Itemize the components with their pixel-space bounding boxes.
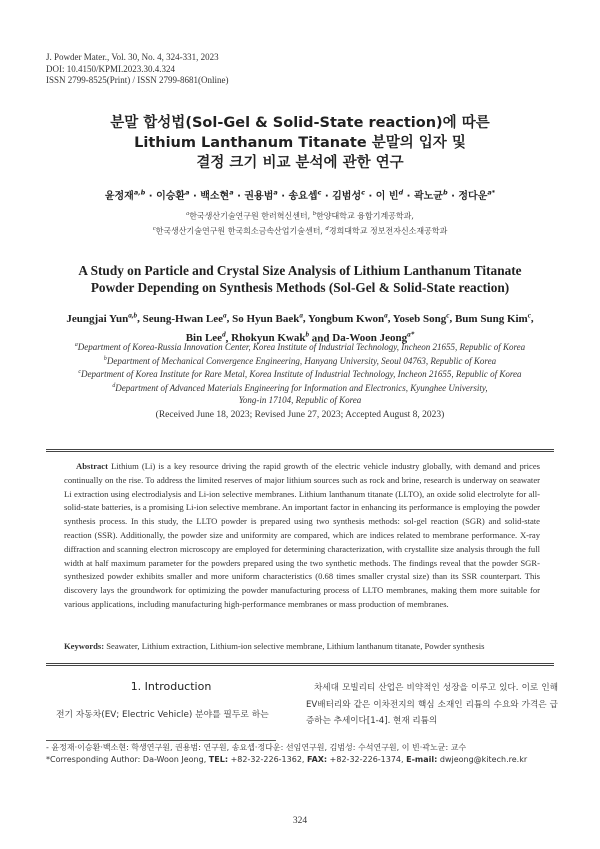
affiliation-mark: b	[305, 330, 310, 339]
affiliation-mark: a,b	[128, 311, 138, 319]
korean-affiliation-text: 한국생산기술연구원 한국희소금속산업기술센터,	[155, 226, 326, 236]
korean-author-name: 김범성	[332, 191, 362, 202]
korean-author-name: 이승환	[156, 191, 186, 202]
korean-author-name: 송요셉	[288, 191, 318, 202]
tel-value: +82-32-226-1362,	[230, 755, 305, 764]
affiliation-mark: c	[317, 188, 322, 197]
citation-line: J. Powder Mater., Vol. 30, No. 4, 324-331, 2023	[46, 52, 219, 62]
english-author-name: Jeungjai Yun	[66, 312, 129, 325]
affiliation-mark: a	[74, 342, 78, 348]
keywords-label: Keywords:	[64, 641, 105, 651]
english-affiliation-text: Department of Advanced Materials Engineering for Information and Electronics, Kyunghee University,	[115, 383, 488, 394]
footnote-titles: - 윤정재·이승환·백소현: 학생연구원, 권용범: 연구원, 송요셉·정다운: 선임연구원, 김범성: 수석연구원, 이 빈·곽노균: 교수	[46, 743, 467, 752]
affiliation-mark: a*	[407, 330, 415, 339]
korean-affiliation-line	[40, 223, 560, 238]
email-value: dwjeong@kitech.re.kr	[439, 755, 528, 764]
affiliation-mark: a	[273, 188, 278, 197]
doi-line: DOI: 10.4150/KPMI.2023.30.4.324	[46, 63, 176, 74]
page-number: 324	[292, 816, 308, 826]
received-dates: (Received June 18, 2023; Revised June 27, 2023; Accepted August 8, 2023)	[155, 410, 445, 420]
section-heading: 1. Introduction	[130, 680, 212, 693]
english-author	[455, 313, 531, 325]
english-author-name: Bin Lee	[185, 332, 223, 345]
english-author-name: Rhokyun Kwak	[231, 332, 306, 345]
korean-author	[332, 188, 365, 202]
korean-author	[244, 188, 278, 202]
english-author	[143, 313, 227, 325]
korean-author-name: 백소현	[200, 191, 230, 202]
corresponding-author	[46, 754, 527, 766]
english-title	[30, 262, 570, 296]
korean-author-name: 윤정재	[104, 191, 134, 202]
affiliation-mark: b	[103, 355, 107, 362]
korean-title-line: 분말 합성법(Sol-Gel & Solid-State reaction)에 따른	[110, 115, 490, 131]
english-affiliation-line	[20, 395, 580, 407]
issn-line: ISSN 2799-8525(Print) / ISSN 2799-8681(Online)	[46, 75, 229, 85]
abstract	[64, 460, 540, 612]
english-affiliation-text: Department of Korea-Russia Innovation Center, Korea Institute of Industrial Technology, Incheon 21655, Republic of Korea	[77, 342, 526, 352]
english-author	[66, 313, 137, 325]
english-author-name: Yoseb Song	[392, 312, 447, 325]
english-author	[232, 313, 303, 325]
english-affiliation-text: Yong-in 17104, Republic of Korea	[238, 394, 362, 405]
english-affiliation-line	[20, 354, 580, 368]
affiliation-mark: c	[152, 225, 156, 232]
affiliation-mark: a*	[487, 188, 496, 197]
korean-author-name: 권용범	[244, 191, 274, 202]
english-affiliation-text: Department of Mechanical Convergence Engineering, Hanyang University, Seoul 04763, Republic of Korea	[106, 355, 497, 366]
korean-title-line: 결정 크기 비교 분석에 관한 연구	[196, 155, 404, 171]
intro-paragraph-right: 차세대 모빌리티 산업은 비약적인 성장을 이루고 있다. 이로 인해 EV배터리와 같은 이차전지의 핵심 소재인 리튬의 수요와 가격은 급증하는 추세이다[1-4]. 현재 리튬의	[306, 683, 558, 726]
english-author-name: Da-Woon Jeong	[332, 332, 408, 345]
english-title-line: Powder Depending on Synthesis Methods (Sol-Gel & Solid-State reaction)	[90, 280, 510, 295]
intro-paragraph-left: 전기 자동차(EV; Electric Vehicle) 분야를 필두로 하는	[56, 710, 269, 720]
korean-author	[458, 188, 496, 202]
korean-authors: 윤정재$^{a,b}$ · 이승환$^a$ · 백소현$^a$ · 권용범$^a$ · 송요셉$^c$ · 김범성$^c$ · 이 빈$^d$ · 곽노균$^b$ · 정다운$^{a*}$	[104, 188, 496, 202]
english-author-name: Seung-Hwan Lee	[142, 312, 224, 325]
english-affiliation-line	[20, 381, 580, 395]
corr-label: *Corresponding Author:	[46, 755, 141, 764]
korean-affiliation-line	[40, 208, 560, 223]
affiliation-mark: d	[398, 188, 404, 197]
affiliation-mark: d	[325, 225, 329, 232]
english-author-name: Yongbum Kwon	[308, 312, 385, 325]
affiliation-mark: a,b	[133, 188, 146, 197]
korean-author	[375, 188, 404, 202]
korean-author-name: 이 빈	[375, 191, 399, 202]
korean-title	[40, 113, 560, 173]
english-author	[393, 313, 450, 325]
affiliation-mark: a	[229, 188, 234, 197]
korean-author-name: 곽노균	[413, 191, 443, 202]
english-affiliation-line	[20, 367, 580, 381]
korean-author	[156, 188, 190, 202]
affiliation-mark: a	[186, 211, 190, 217]
english-title-line: A Study on Particle and Crystal Size Analysis of Lithium Lanthanum Titanate	[78, 263, 522, 278]
korean-author-name: 정다운	[458, 191, 488, 202]
korean-affiliation-text: 한국생산기술연구원 한러혁신센터,	[189, 211, 313, 221]
and-word: and	[311, 332, 330, 345]
tel-label: TEL:	[208, 755, 229, 764]
abstract-label: Abstract	[76, 461, 108, 471]
english-affiliations	[20, 340, 580, 407]
footnote-rule	[46, 740, 276, 741]
korean-affiliations	[40, 208, 560, 237]
email-label: E-mail:	[406, 755, 438, 764]
english-author-line: Bin Lee$^d$, Rhokyun Kwak$^b$ and Da-Woon Jeong$^{a*}$	[185, 330, 415, 345]
keywords-text: Seawater, Lithium extraction, Lithium-ion selective membrane, Lithium lanthanum titanate, Powder synthesis	[106, 641, 485, 651]
korean-author	[104, 188, 146, 202]
english-affiliation-text: Department of Korea Institute for Rare Metal, Korea Institute of Industrial Technology, Incheon 21655, Republic of Korea	[81, 369, 522, 380]
top-divider	[46, 449, 554, 452]
affiliation-mark: c	[361, 188, 365, 197]
corr-name: Da-Woon Jeong,	[142, 755, 207, 764]
affiliation-mark: a	[299, 311, 303, 319]
affiliation-mark: a	[223, 311, 227, 319]
fax-label: FAX:	[307, 755, 328, 764]
affiliation-mark: b	[442, 188, 448, 197]
bottom-divider	[46, 663, 554, 666]
english-author	[308, 313, 388, 325]
keywords	[64, 640, 540, 652]
korean-author	[288, 188, 322, 202]
affiliation-mark: a	[384, 311, 388, 319]
affiliation-mark: a	[185, 188, 190, 197]
korean-author	[413, 188, 448, 202]
fax-value: +82-32-226-1374,	[329, 755, 404, 764]
footnotes	[46, 742, 527, 766]
korean-affiliation-text: 경희대학교 정보전자신소재공학과	[328, 226, 448, 236]
korean-affiliation-text: 한양대학교 융합기계공학과,	[316, 211, 414, 221]
english-author-name: So Hyun Baek	[232, 312, 300, 325]
body-left-column	[46, 680, 286, 720]
english-author-line: Jeungjai Yun$^{a,b}$, Seung-Hwan Lee$^a$, So Hyun Baek$^a$, Yongbum Kwon$^a$, Yoseb Song$^c$, Bum Sung Kim$^c$,	[66, 311, 534, 325]
abstract-text: Lithium (Li) is a key resource driving the rapid growth of the electric vehicle industry globally, with demand and prices continually on the rise. To address the limited reserves of major lithium sources such as rock and brine, research is underway on seawater Li extraction using electrodialysis and Li-ion selective membranes. Lithium lanthanum titanate (LLTO), an oxide solid electrolyte for all-solid-state batteries, is a promising Li-ion selective membrane. An important factor in enhancing its performance is employing the powder synthesis process. In this study, the LLTO powder is prepared using two synthesis methods: sol-gel reaction (SGR) and solid-state reaction (SSR). Additionally, the powder size and uniformity are compared, which are indices related to membrane performance. X-ray diffraction and scanning electron microscopy are employed for determining characterization, with crystallite size analysis through the full width at half maximum parameter for the powders prepared using the two synthetic methods. The findings reveal that the powder SGR-synthesized powder exhibits smaller and more uniform characteristics (0.68 times smaller crystal size) than its SSR counterpart. This discovery lays the groundwork for optimizing the powder manufacturing process of LLTO membranes, making them more suitable for various applications, including manufacturing high-performance membranes or mass production of membranes.	[64, 461, 540, 609]
affiliation-mark: d	[112, 383, 116, 390]
affiliation-mark: c	[446, 311, 450, 319]
affiliation-mark: c	[78, 369, 82, 376]
korean-author	[200, 188, 234, 202]
affiliation-mark: d	[222, 330, 226, 339]
affiliation-mark: c	[527, 311, 531, 319]
english-author-name: Bum Sung Kim	[454, 312, 528, 325]
korean-title-line: Lithium Lanthanum Titanate 분말의 입자 및	[134, 135, 466, 151]
journal-meta	[46, 52, 229, 87]
english-affiliation-line	[20, 340, 580, 354]
affiliation-mark: b	[312, 211, 317, 217]
